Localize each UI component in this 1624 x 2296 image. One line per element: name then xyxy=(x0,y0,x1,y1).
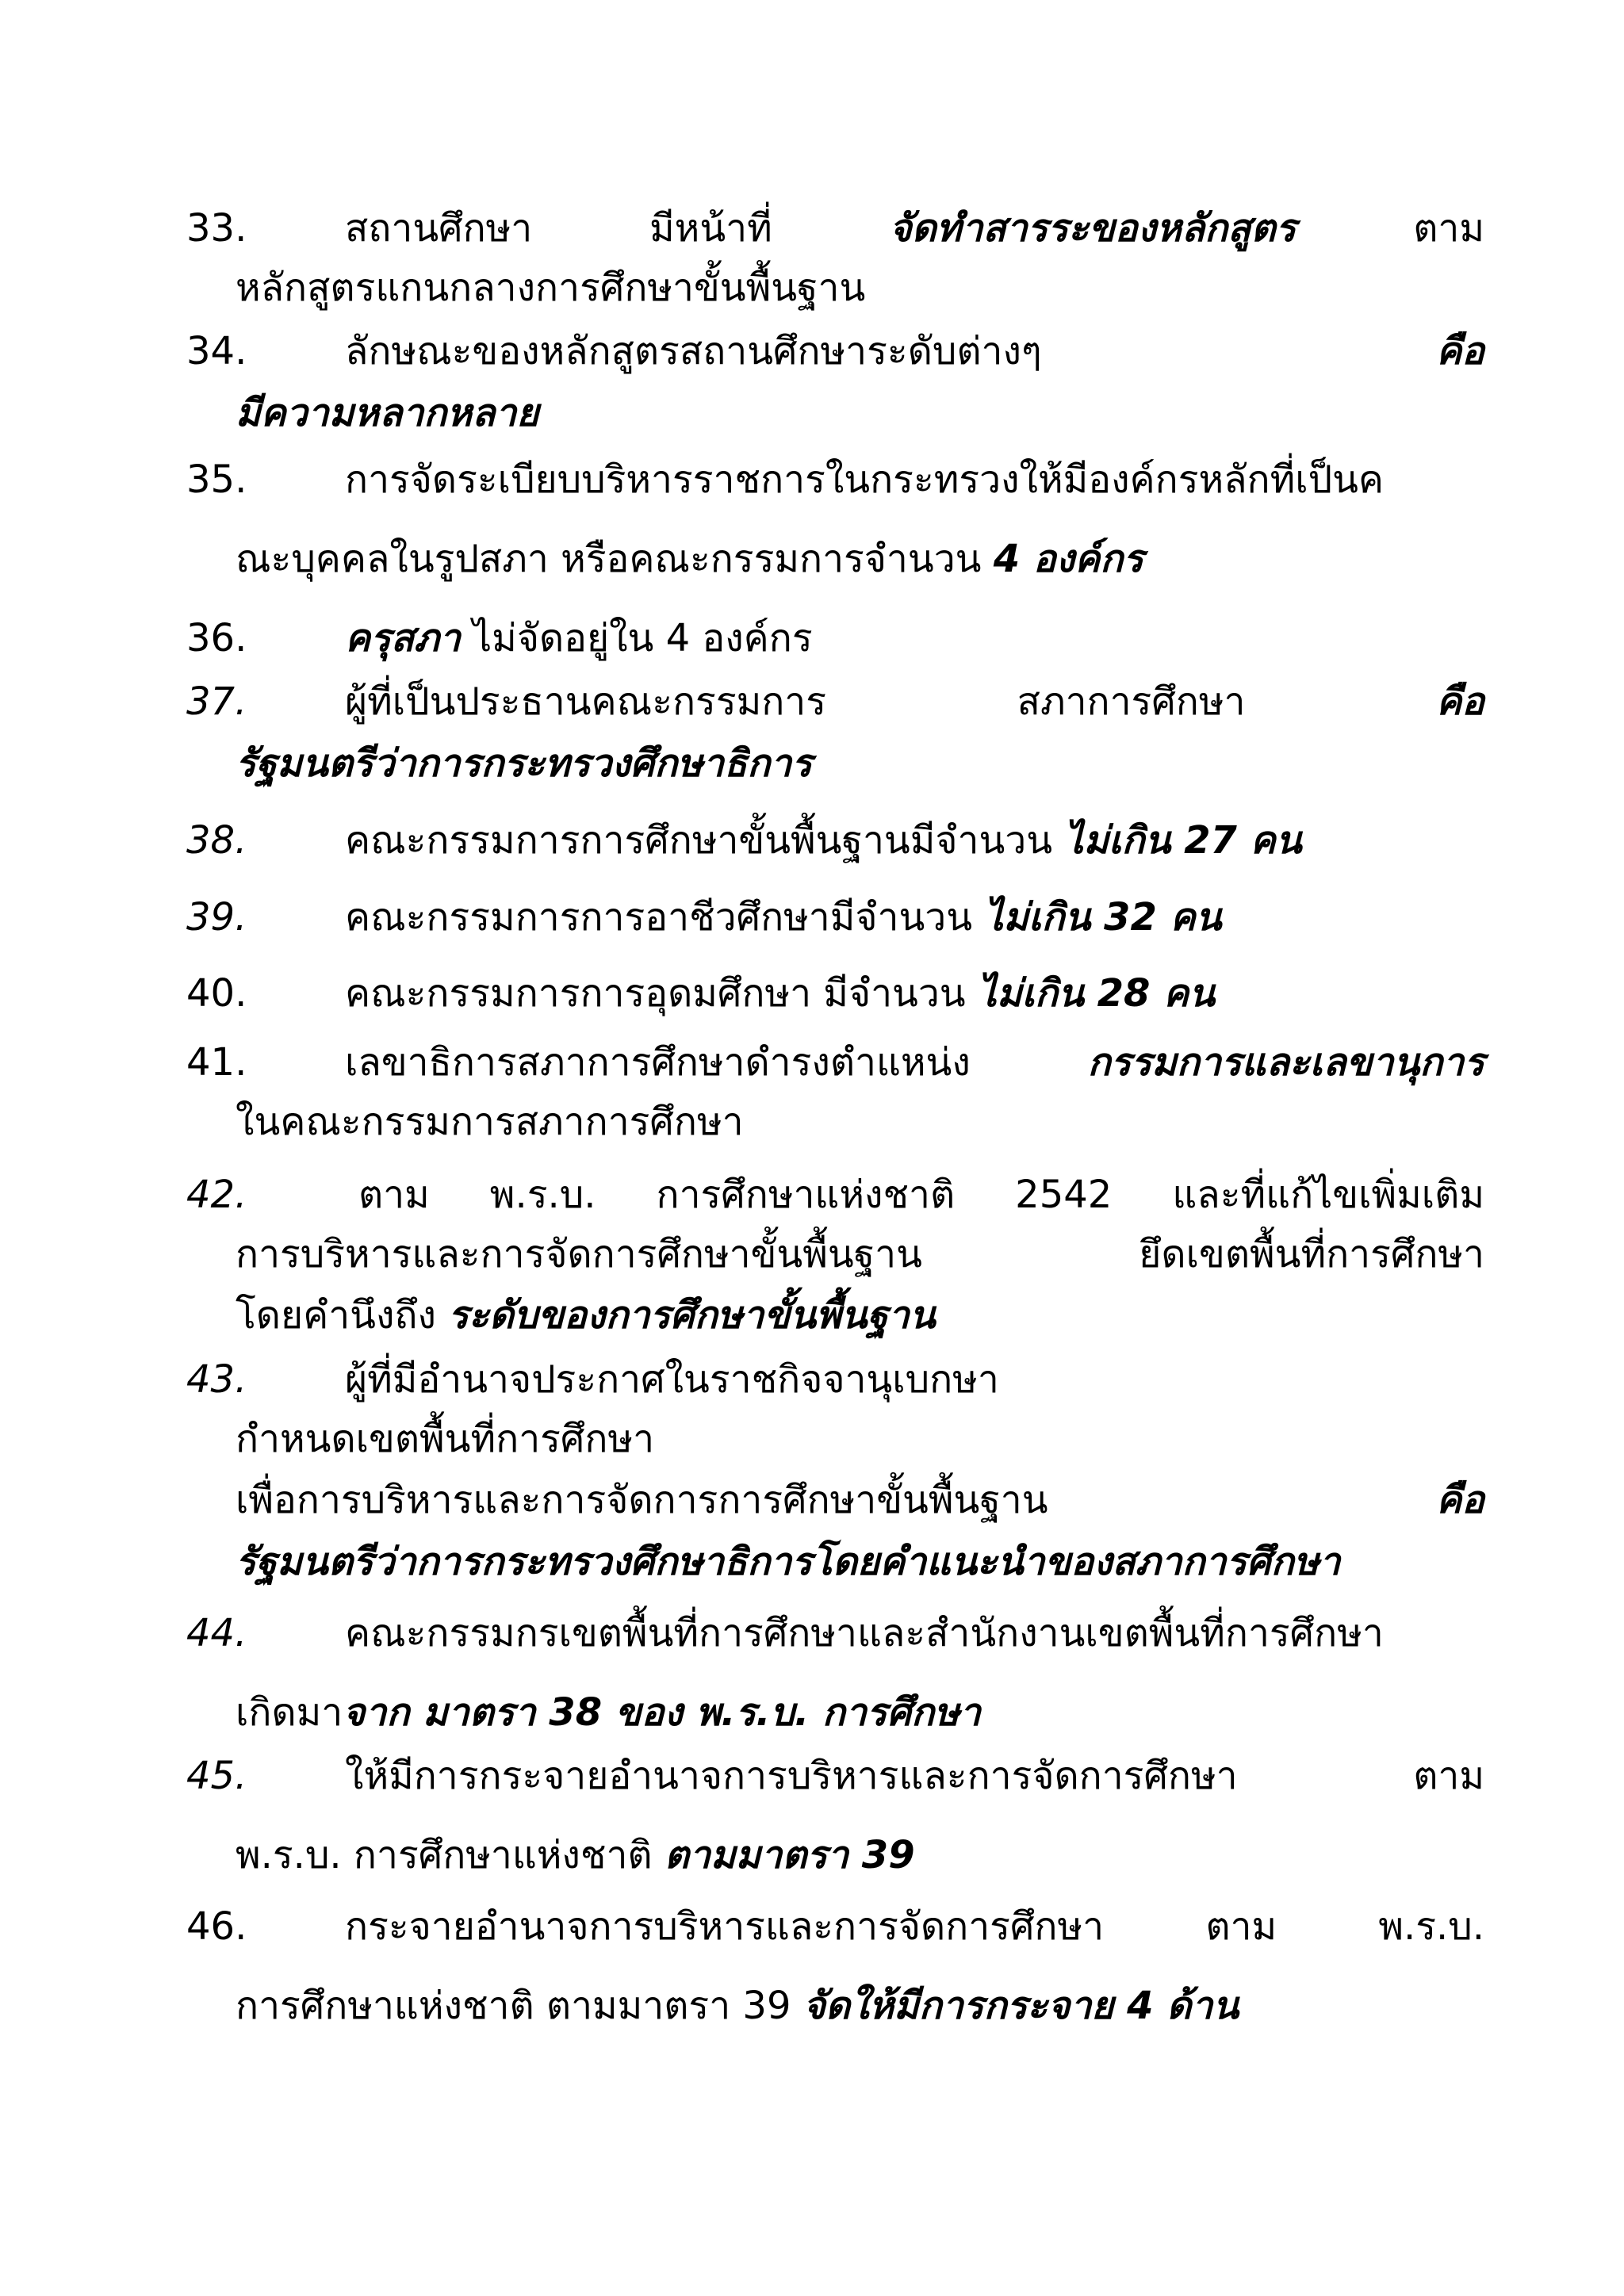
body-text: ในคณะกรรมการสภาการศึกษา xyxy=(236,1100,744,1144)
item-text-line xyxy=(345,1903,1484,1954)
body-text: มีหน้าที่ xyxy=(649,206,772,251)
body-text: คณะกรรมการการอุดมศึกษา มีจำนวน xyxy=(345,971,978,1016)
body-text: โดยคำนึงถึง xyxy=(236,1293,449,1337)
emphasized-text: ไม่เกิน 32 คน xyxy=(984,895,1222,939)
body-text: คณะกรรมการการอาชีวศึกษามีจำนวน xyxy=(345,895,985,939)
item-text-line xyxy=(236,1098,1484,1149)
body-text: ตาม xyxy=(1413,1754,1484,1798)
body-text: เลขาธิการสภาการศึกษาดำรงตำแหน่ง xyxy=(345,1040,971,1085)
item-text-line xyxy=(236,1476,1484,1527)
item-number: 42. xyxy=(186,1173,247,1217)
body-text: ตาม xyxy=(1205,1904,1277,1949)
body-text: หลักสูตรแกนกลางการศึกษาขั้นพื้นฐาน xyxy=(236,266,866,310)
emphasized-text: คือ xyxy=(1436,329,1484,373)
emphasized-text: ตามมาตรา 39 xyxy=(664,1833,915,1877)
body-text: ไม่จัดอยู่ใน 4 องค์กร xyxy=(460,616,813,660)
item-text-line xyxy=(345,1752,1484,1803)
item-number: 34. xyxy=(186,329,247,373)
body-text: กระจายอำนาจการบริหารและการจัดการศึกษา xyxy=(345,1904,1105,1949)
item-text-line xyxy=(345,678,1484,729)
item-text-line xyxy=(345,970,1484,1020)
emphasized-text: รัฐมนตรีว่าการกระทรวงศึกษาธิการ xyxy=(236,741,813,786)
body-text: ให้มีการกระจายอำนาจการบริหารและการจัดการศึกษา xyxy=(345,1754,1238,1798)
emphasized-text: คือ xyxy=(1436,679,1484,724)
emphasized-text: 4 องค์กร xyxy=(993,537,1144,581)
item-number: 41. xyxy=(186,1040,247,1085)
item-text-line xyxy=(236,1538,1484,1589)
item-number: 46. xyxy=(186,1904,247,1949)
body-text: ผู้ที่เป็นประธานคณะกรรมการ xyxy=(345,679,827,724)
item-number: 43. xyxy=(186,1357,247,1402)
body-text: คณะกรรมการการศึกษาขั้นพื้นฐานมีจำนวน xyxy=(345,818,1065,863)
emphasized-text: ระดับของการศึกษาขั้นพื้นฐาน xyxy=(448,1293,936,1337)
body-text: ยึดเขตพื้นที่การศึกษา xyxy=(1139,1232,1484,1276)
item-text-line xyxy=(236,1230,1484,1281)
item-text-line xyxy=(236,535,1484,586)
item-text-line xyxy=(236,264,1484,315)
emphasized-text: มีความหลากหลาย xyxy=(236,391,539,435)
body-text: ณะบุคคลในรูปสภา หรือคณะกรรมการจำนวน xyxy=(236,537,994,581)
item-text-line xyxy=(345,614,1484,665)
body-text: พ.ร.บ. xyxy=(489,1173,596,1217)
item-text-line xyxy=(345,327,1484,378)
item-text-line xyxy=(345,1356,1484,1406)
body-text: และที่แก้ไขเพิ่มเติม xyxy=(1172,1173,1484,1217)
emphasized-text: ครุสภา xyxy=(345,616,461,660)
item-text-line xyxy=(345,205,1484,255)
emphasized-text: ไม่เกิน 27 คน xyxy=(1064,818,1302,863)
item-number: 33. xyxy=(186,206,247,251)
item-text-line xyxy=(345,817,1484,867)
emphasized-text: จัดทำสารระของหลักสูตร xyxy=(889,206,1297,251)
body-text: การศึกษาแห่งชาติ ตามมาตรา 39 xyxy=(236,1984,803,2028)
body-text: เพื่อการบริหารและการจัดการการศึกษาขั้นพื้นฐาน xyxy=(236,1478,1048,1522)
body-text: เกิดมา xyxy=(236,1690,343,1735)
emphasized-text: คือ xyxy=(1436,1478,1484,1522)
item-number: 37. xyxy=(186,679,247,724)
body-text: พ.ร.บ. การศึกษาแห่งชาติ xyxy=(236,1833,665,1877)
body-text: สถานศึกษา xyxy=(345,206,533,251)
item-text-line xyxy=(236,1415,1484,1466)
item-number: 39. xyxy=(186,895,247,939)
body-text: การจัดระเบียบบริหารราชการในกระทรวงให้มีองค์กรหลักที่เป็นค xyxy=(345,457,1385,502)
body-text: สภาการศึกษา xyxy=(1017,679,1246,724)
body-text: พ.ร.บ. xyxy=(1378,1904,1484,1949)
item-text-line xyxy=(345,1609,1484,1660)
item-text-line xyxy=(345,456,1484,507)
item-text-line xyxy=(236,740,1484,790)
emphasized-text: กรรมการและเลขานุการ xyxy=(1087,1040,1484,1085)
item-text-line xyxy=(236,1292,1484,1342)
item-text-line xyxy=(345,1039,1484,1089)
body-text: การศึกษาแห่งชาติ xyxy=(656,1173,956,1217)
emphasized-text: รัฐมนตรีว่าการกระทรวงศึกษาธิการโดยคำแนะนำของสภาการศึกษา xyxy=(236,1540,1341,1584)
emphasized-text: จัดให้มีการกระจาย 4 ด้าน xyxy=(802,1984,1239,2028)
item-number: 40. xyxy=(186,971,247,1016)
emphasized-text: ไม่เกิน 28 คน xyxy=(977,971,1216,1016)
body-text: ลักษณะของหลักสูตรสถานศึกษาระดับต่างๆ xyxy=(345,329,1042,373)
emphasized-text: จาก มาตรา 38 ของ พ.ร.บ. การศึกษา xyxy=(343,1690,981,1735)
body-text: ตาม xyxy=(358,1173,430,1217)
body-text: การบริหารและการจัดการศึกษาขั้นพื้นฐาน xyxy=(236,1232,922,1276)
item-number: 38. xyxy=(186,818,247,863)
item-number: 45. xyxy=(186,1754,247,1798)
body-text: 2542 xyxy=(1015,1173,1113,1217)
item-text-line xyxy=(236,1982,1484,2033)
item-text-line xyxy=(236,389,1484,440)
body-text: ตาม xyxy=(1413,206,1484,251)
item-number: 36. xyxy=(186,616,247,660)
item-text-line xyxy=(358,1171,1484,1222)
body-text: คณะกรรมกรเขตพื้นที่การศึกษาและสำนักงานเขตพื้นที่การศึกษา xyxy=(345,1611,1384,1655)
body-text: กำหนดเขตพื้นที่การศึกษา xyxy=(236,1417,655,1461)
item-text-line xyxy=(236,1689,1484,1739)
item-text-line xyxy=(345,894,1484,944)
item-text-line xyxy=(236,1831,1484,1882)
body-text: ผู้ที่มีอำนาจประกาศในราชกิจจานุเบกษา xyxy=(345,1357,999,1402)
item-number: 44. xyxy=(186,1611,247,1655)
item-number: 35. xyxy=(186,457,247,502)
